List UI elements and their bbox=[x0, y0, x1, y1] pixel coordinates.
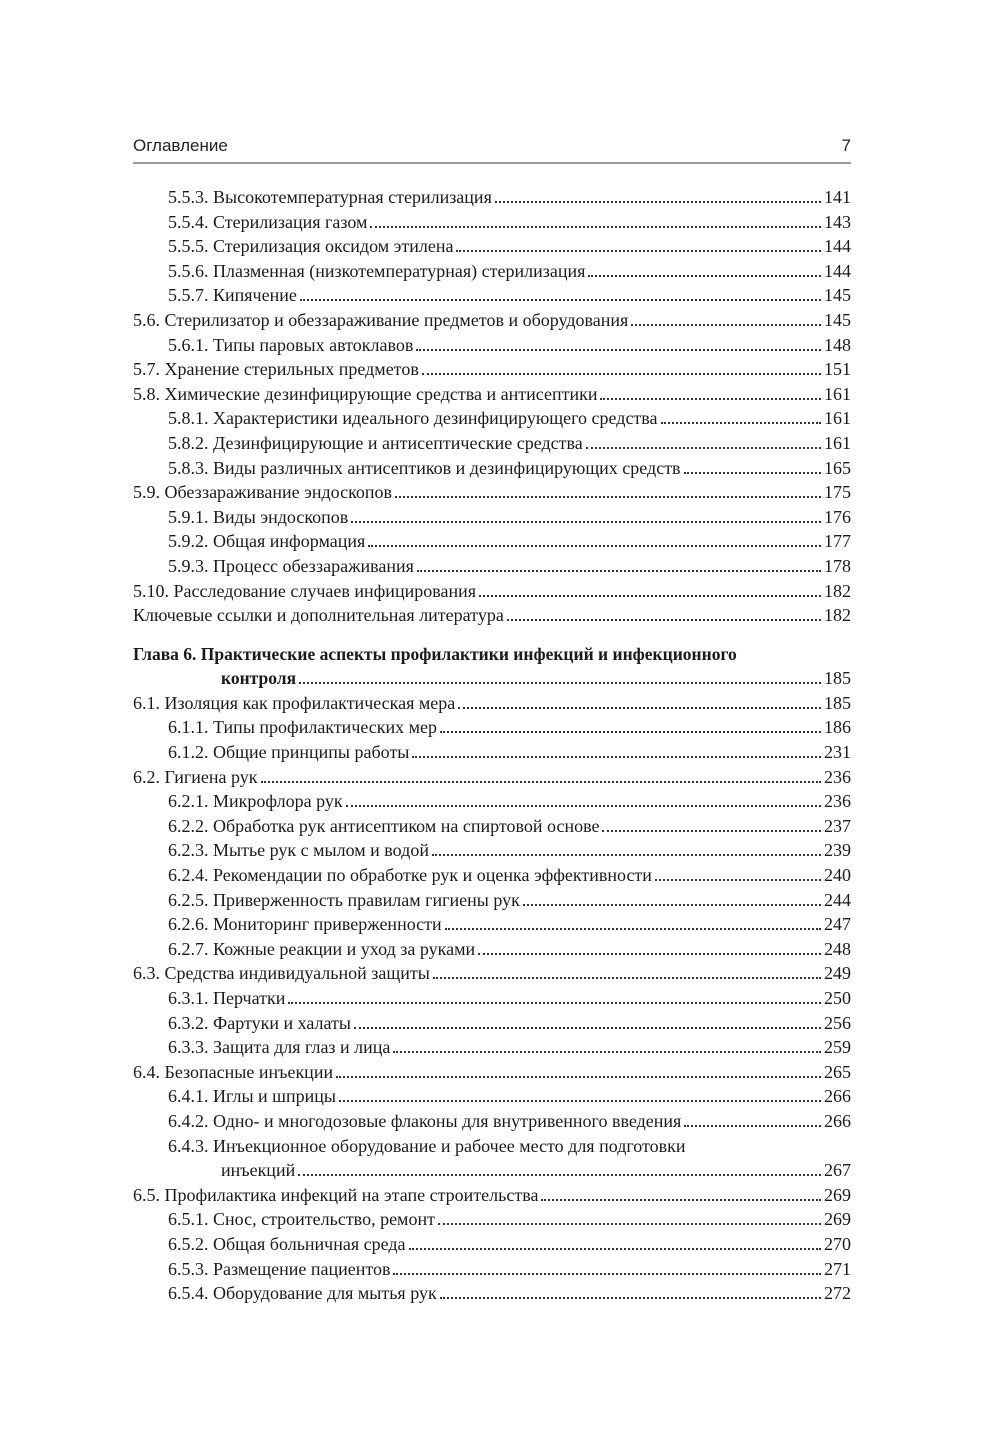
leader-dots bbox=[438, 1210, 821, 1225]
toc-entry-title: 6.2. Гигиена рук bbox=[133, 766, 258, 787]
toc-entry-title: 5.8.1. Характеристики идеального дезинфицирующего средства bbox=[168, 408, 658, 429]
toc-entry-title: 6.3.1. Перчатки bbox=[168, 988, 286, 1008]
toc-entry-page: 265 bbox=[824, 1061, 851, 1082]
toc-section-chapter5 bbox=[133, 185, 851, 628]
leader-dots bbox=[440, 719, 821, 734]
toc-entry-page: 247 bbox=[824, 914, 851, 935]
leader-dots bbox=[395, 483, 821, 498]
toc-entry[interactable] bbox=[133, 691, 851, 716]
toc-entry-title: 5.8.2. Дезинфицирующие и антисептические средства bbox=[168, 432, 583, 453]
toc-entry-title: 5.7. Хранение стерильных предметов bbox=[133, 359, 419, 380]
toc-entry-page: 271 bbox=[824, 1258, 851, 1279]
leader-dots bbox=[432, 841, 821, 856]
toc-entry-title: 5.5.5. Стерилизация оксидом этилена bbox=[168, 236, 454, 257]
running-title: Оглавление bbox=[133, 136, 228, 155]
toc-entry-page: 248 bbox=[824, 938, 851, 959]
toc-entry-title: 5.8. Химические дезинфицирующие средства и антисептики bbox=[133, 383, 598, 404]
toc-entry-title: 6.4.1. Иглы и шприцы bbox=[168, 1086, 337, 1107]
toc-entry-page: 178 bbox=[824, 555, 851, 576]
toc-entry-title: 6.2.2. Обработка рук антисептиком на спиртовой основе bbox=[168, 815, 600, 836]
toc-entry-title: 6.2.4. Рекомендации по обработке рук и оценка эффективности bbox=[168, 865, 652, 886]
toc-entry-page: 161 bbox=[824, 432, 851, 453]
toc-entry[interactable] bbox=[133, 357, 851, 382]
toc-entry-title: 6.3.2. Фартуки и халаты bbox=[168, 1012, 351, 1033]
toc-entry[interactable] bbox=[133, 1109, 851, 1134]
toc-entry-title: 6.3. Средства индивидуальной защиты bbox=[133, 963, 430, 984]
toc-entry-title: 5.5.7. Кипячение bbox=[168, 285, 297, 306]
toc-entry[interactable] bbox=[133, 554, 851, 579]
toc-entry[interactable] bbox=[133, 283, 851, 308]
leader-dots bbox=[507, 606, 821, 621]
toc-entry-page: 269 bbox=[824, 1184, 851, 1205]
toc-entry-page: 239 bbox=[824, 840, 851, 861]
leader-dots bbox=[445, 915, 821, 930]
page-number: 7 bbox=[841, 136, 851, 155]
leader-dots bbox=[588, 262, 821, 277]
toc-entry-page: 266 bbox=[824, 1110, 851, 1131]
toc-entry-page: 272 bbox=[824, 1283, 851, 1304]
toc-entry[interactable] bbox=[133, 1084, 851, 1109]
leader-dots bbox=[393, 1260, 821, 1275]
toc-entry-title: 5.9.2. Общая информация bbox=[168, 531, 366, 552]
toc-entry-title: Ключевые ссылки и дополнительная литература bbox=[133, 605, 504, 626]
toc-entry-title: 5.9.3. Процесс обеззараживания bbox=[168, 555, 414, 576]
toc-entry-title: 6.2.3. Мытье рук с мылом и водой bbox=[168, 840, 429, 861]
leader-dots bbox=[339, 1087, 821, 1102]
toc-entry-page: 244 bbox=[824, 889, 851, 910]
toc-entry[interactable] bbox=[133, 456, 851, 481]
toc-entry-page: 161 bbox=[824, 383, 851, 404]
toc-entry-page: 182 bbox=[824, 580, 851, 601]
leader-dots bbox=[336, 1063, 821, 1078]
toc-entry-page: 185 bbox=[824, 692, 851, 713]
leader-dots bbox=[684, 459, 821, 474]
toc-entry[interactable] bbox=[133, 1158, 851, 1183]
toc-entry-page: 267 bbox=[824, 1160, 851, 1181]
leader-dots bbox=[602, 817, 821, 832]
leader-dots bbox=[299, 670, 821, 685]
toc-entry-page: 141 bbox=[824, 187, 851, 207]
toc-entry[interactable] bbox=[133, 185, 851, 210]
toc-entry-title: 6.2.7. Кожные реакции и уход за руками bbox=[168, 938, 476, 959]
leader-dots bbox=[288, 989, 821, 1004]
chapter-heading bbox=[133, 642, 851, 667]
toc-entry-page: 269 bbox=[824, 1209, 851, 1230]
leader-dots bbox=[368, 532, 821, 547]
toc-entry-title: 6.5.4. Оборудование для мытья рук bbox=[168, 1283, 437, 1304]
leader-dots bbox=[541, 1186, 821, 1201]
toc-entry-page: 237 bbox=[824, 815, 851, 836]
toc-entry[interactable] bbox=[133, 961, 851, 986]
toc-entry-title: 5.5.3. Высокотемпературная стерилизация bbox=[168, 187, 492, 207]
leader-dots bbox=[416, 336, 821, 351]
toc-entry-page: 240 bbox=[824, 865, 851, 886]
toc-entry[interactable] bbox=[133, 1134, 851, 1159]
toc-section-chapter6 bbox=[133, 691, 851, 1306]
toc-entry[interactable] bbox=[133, 603, 851, 628]
toc-entry-title: 6.5.3. Размещение пациентов bbox=[168, 1258, 391, 1279]
toc-entry[interactable] bbox=[133, 789, 851, 814]
toc-entry-title: 5.5.6. Плазменная (низкотемпературная) стерилизация bbox=[168, 260, 586, 281]
toc-entry[interactable] bbox=[133, 505, 851, 530]
leader-dots bbox=[354, 1014, 821, 1029]
leader-dots bbox=[655, 866, 821, 881]
toc-entry[interactable] bbox=[133, 431, 851, 456]
toc-entry[interactable] bbox=[133, 863, 851, 888]
toc-entry-title: 5.8.3. Виды различных антисептиков и дезинфицирующих средств bbox=[168, 457, 681, 478]
toc-entry-page: 148 bbox=[824, 334, 851, 355]
toc-entry-title: 6.2.1. Микрофлора рук bbox=[168, 791, 343, 812]
toc-entry-page: 250 bbox=[824, 988, 851, 1008]
toc-entry[interactable] bbox=[133, 1281, 851, 1306]
toc-entry-title: 6.1. Изоляция как профилактическая мера bbox=[133, 692, 456, 713]
toc-entry-page: 231 bbox=[824, 742, 851, 763]
toc-entry-title: 5.6. Стерилизатор и обеззараживание предметов и оборудования bbox=[133, 309, 629, 330]
toc-entry-page: 259 bbox=[824, 1037, 851, 1058]
toc-entry-page: 145 bbox=[824, 285, 851, 306]
leader-dots bbox=[422, 360, 821, 375]
toc-entry-title: 6.2.6. Мониторинг приверженности bbox=[168, 914, 442, 935]
toc-entry[interactable] bbox=[133, 937, 851, 962]
chapter-title-line2: контроля bbox=[221, 668, 297, 689]
leader-dots bbox=[458, 694, 821, 709]
leader-dots bbox=[346, 792, 821, 807]
toc-entry-title: 6.5.2. Общая больничная среда bbox=[168, 1233, 406, 1254]
toc-entry[interactable] bbox=[133, 765, 851, 790]
running-header bbox=[133, 128, 851, 164]
toc-entry-page: 186 bbox=[824, 717, 851, 738]
leader-dots bbox=[261, 768, 822, 783]
toc-entry-title: 5.10. Расследование случаев инфицирования bbox=[133, 580, 477, 601]
toc-entry-title: 6.1.1. Типы профилактических мер bbox=[168, 717, 438, 738]
toc-entry[interactable] bbox=[133, 210, 851, 235]
toc-entry-page: 236 bbox=[824, 766, 851, 787]
toc-entry-page: 144 bbox=[824, 236, 851, 257]
toc-entry[interactable] bbox=[133, 1183, 851, 1208]
toc-entry[interactable] bbox=[133, 234, 851, 259]
toc-entry[interactable] bbox=[133, 480, 851, 505]
toc-entry-title: 6.2.5. Приверженность правилам гигиены рук bbox=[168, 889, 520, 910]
toc-entry-page: 145 bbox=[824, 309, 851, 330]
toc-entry[interactable] bbox=[133, 1232, 851, 1257]
leader-dots bbox=[661, 409, 821, 424]
toc-entry[interactable] bbox=[133, 1257, 851, 1282]
leader-dots bbox=[417, 557, 821, 572]
toc-entry[interactable] bbox=[133, 715, 851, 740]
toc-entry-page: 175 bbox=[824, 482, 851, 503]
leader-dots bbox=[586, 434, 821, 449]
toc-entry[interactable] bbox=[133, 986, 851, 1011]
leader-dots bbox=[298, 1161, 821, 1176]
toc-entry-title: 6.4.3. Инъекционное оборудование и рабочее место для подготовки bbox=[168, 1135, 686, 1156]
toc-entry-title: 6.5.1. Снос, строительство, ремонт bbox=[168, 1209, 435, 1230]
chapter-title-line1: Глава 6. Практические аспекты профилактики инфекций и инфекционного bbox=[133, 643, 737, 664]
toc-entry-title: 6.4.2. Одно- и многодозовые флаконы для внутривенного введения bbox=[168, 1110, 682, 1131]
toc-entry-title: 5.6.1. Типы паровых автоклавов bbox=[168, 334, 414, 355]
toc-entry[interactable] bbox=[133, 333, 851, 358]
leader-dots bbox=[370, 213, 821, 228]
toc-entry-page: 236 bbox=[824, 791, 851, 812]
toc-entry[interactable] bbox=[133, 1011, 851, 1036]
toc-entry[interactable] bbox=[133, 912, 851, 937]
toc-entry-page: 177 bbox=[824, 531, 851, 552]
leader-dots bbox=[684, 1112, 821, 1127]
leader-dots bbox=[409, 1235, 821, 1250]
toc-entry[interactable] bbox=[133, 838, 851, 863]
toc-entry[interactable] bbox=[133, 382, 851, 407]
toc-entry-title: 5.9. Обеззараживание эндоскопов bbox=[133, 482, 393, 503]
toc-entry-title: 5.5.4. Стерилизация газом bbox=[168, 211, 368, 232]
chapter-heading-continuation bbox=[133, 666, 851, 691]
leader-dots bbox=[631, 311, 821, 326]
chapter-page: 185 bbox=[824, 668, 851, 689]
toc-entry[interactable] bbox=[133, 579, 851, 604]
toc-entry[interactable] bbox=[133, 1207, 851, 1232]
toc-entry[interactable] bbox=[133, 308, 851, 333]
leader-dots bbox=[479, 582, 821, 597]
leader-dots bbox=[300, 286, 821, 301]
toc-entry-page: 161 bbox=[824, 408, 851, 429]
leader-dots bbox=[393, 1038, 821, 1053]
leader-dots bbox=[412, 743, 821, 758]
toc-entry[interactable] bbox=[133, 1035, 851, 1060]
toc-entry-title: 6.3.3. Защита для глаз и лица bbox=[168, 1037, 391, 1058]
toc-entry-title: 6.4. Безопасные инъекции bbox=[133, 1061, 334, 1082]
leader-dots bbox=[600, 385, 821, 400]
toc-entry-title: 6.5. Профилактика инфекций на этапе строительства bbox=[133, 1184, 539, 1205]
toc-entry-page: 266 bbox=[824, 1086, 851, 1107]
toc-entry[interactable] bbox=[133, 740, 851, 765]
leader-dots bbox=[351, 508, 821, 523]
leader-dots bbox=[478, 940, 821, 955]
toc-entry-page: 151 bbox=[824, 359, 851, 380]
toc-entry-page: 143 bbox=[824, 211, 851, 232]
toc-entry[interactable] bbox=[133, 814, 851, 839]
leader-dots bbox=[440, 1284, 821, 1299]
leader-dots bbox=[433, 964, 821, 979]
leader-dots bbox=[523, 891, 821, 906]
toc-entry-page: 182 bbox=[824, 605, 851, 626]
toc-entry-title: 5.9.1. Виды эндоскопов bbox=[168, 506, 349, 527]
toc-entry-page: 256 bbox=[824, 1012, 851, 1033]
toc-entry-page: 270 bbox=[824, 1233, 851, 1254]
toc-entry[interactable] bbox=[133, 259, 851, 284]
leader-dots bbox=[495, 188, 821, 203]
toc-entry[interactable] bbox=[133, 529, 851, 554]
leader-dots bbox=[456, 237, 821, 252]
toc-entry-title: 6.1.2. Общие принципы работы bbox=[168, 742, 410, 763]
toc-entry-page: 176 bbox=[824, 506, 851, 527]
toc-entry[interactable] bbox=[133, 888, 851, 913]
toc-entry-page: 144 bbox=[824, 260, 851, 281]
toc-entry[interactable] bbox=[133, 406, 851, 431]
table-of-contents bbox=[133, 185, 851, 1306]
toc-entry[interactable] bbox=[133, 1060, 851, 1085]
toc-entry-title: инъекций bbox=[221, 1160, 296, 1181]
toc-entry-page: 165 bbox=[824, 457, 851, 478]
toc-entry-page: 249 bbox=[824, 963, 851, 984]
